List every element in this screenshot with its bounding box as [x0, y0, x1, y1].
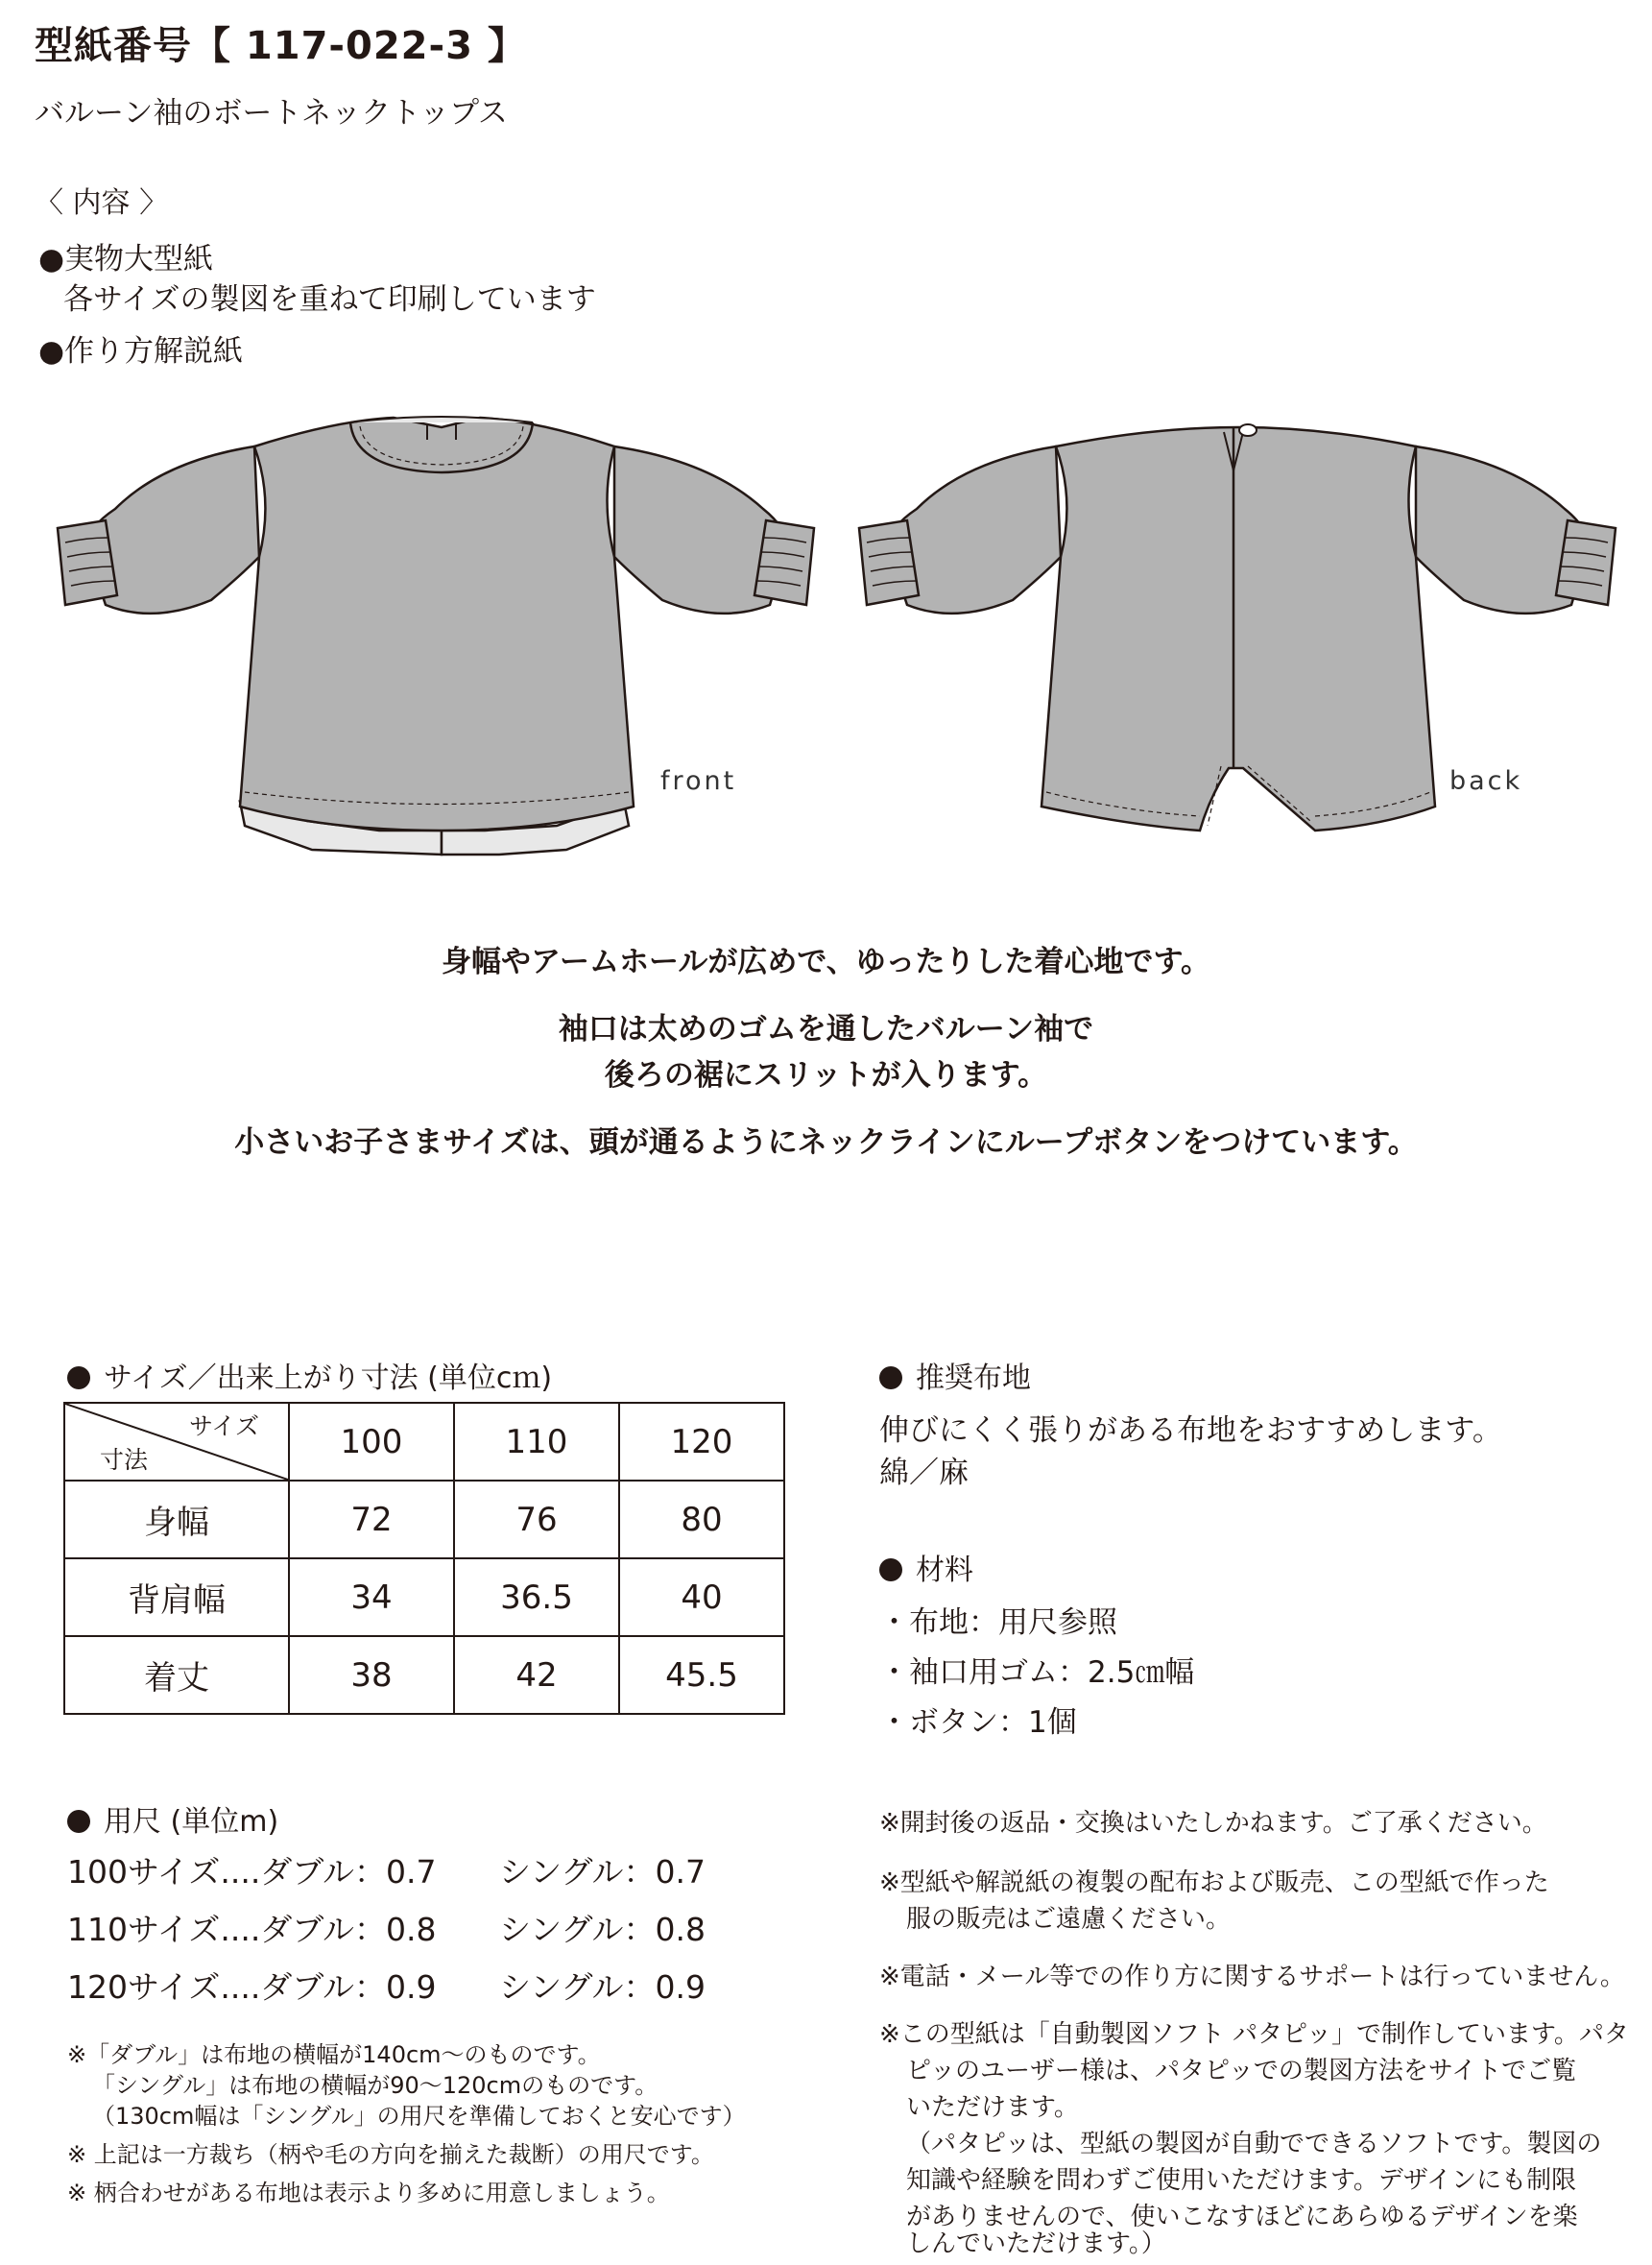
contents-item-pattern-detail: 各サイズの製図を重ねて印刷しています [63, 282, 596, 317]
table-cell: 34 [289, 1558, 454, 1636]
fabric-note: ※ 上記は一方裁ち（柄や毛の方向を揃えた裁断）の用尺です。 [67, 2141, 714, 2168]
fabric-amount-120-single: シングル：0.9 [499, 1968, 706, 2006]
contents-item-instructions: ●作り方解説紙 [38, 334, 244, 369]
table-cell: 80 [619, 1481, 784, 1558]
fabric-amount-100-single: シングル：0.7 [499, 1853, 706, 1891]
recommended-fabric-line: 伸びにくく張りがある布地をおすすめします。 [879, 1413, 1502, 1448]
table-cell: 42 [454, 1636, 619, 1714]
notice-software: 知識や経験を問わずご使用いただけます。デザインにも制限 [906, 2166, 1577, 2195]
materials-heading: 材料 [879, 1546, 973, 1588]
row-label: 着丈 [64, 1636, 289, 1714]
notice-support: ※電話・メール等での作り方に関するサポートは行っていません。 [879, 1963, 1625, 1991]
notice-software: がありませんので、使いこなすほどにあらゆるデザインを楽 [906, 2203, 1578, 2231]
notice-returns: ※開封後の返品・交換はいたしかねます。ご了承ください。 [879, 1809, 1547, 1838]
notice-software: ※この型紙は「自動製図ソフト パタピッ」で制作しています。パタ [879, 2020, 1629, 2049]
bullet-dot-icon [67, 1810, 90, 1833]
table-row [64, 1558, 784, 1636]
fabric-note: ※ 柄合わせがある布地は表示より多めに用意しましょう。 [67, 2180, 670, 2206]
size-table-corner-cell [64, 1403, 289, 1481]
description-line-3: 後ろの裾にスリットが入ります。 [604, 1058, 1048, 1093]
column-header: 100 [289, 1403, 454, 1481]
notice-software: しんでいただけます。） [906, 2229, 1166, 2258]
notice-copy: 服の販売はご遠慮ください。 [906, 1905, 1232, 1934]
back-label: back [1449, 766, 1523, 796]
description-line-2: 袖口は太めのゴムを通したバルーン袖で [558, 1012, 1094, 1047]
product-name: バルーン袖のボートネックトップス [35, 96, 508, 131]
material-item: ・布地：用尺参照 [879, 1605, 1117, 1640]
contents-heading: 〈 内容 〉 [35, 186, 169, 220]
notice-software: いただけます。 [906, 2093, 1079, 2122]
table-row [64, 1636, 784, 1714]
table-cell: 40 [619, 1558, 784, 1636]
description-line-1: 身幅やアームホールが広めで、ゆったりした着心地です。 [441, 945, 1211, 979]
contents-item-pattern: ●実物大型紙 [38, 242, 214, 277]
table-cell: 72 [289, 1481, 454, 1558]
fabric-note: （130cm幅は「シングル」の用尺を準備しておくと安心です） [92, 2103, 746, 2130]
fabric-amount-110: 110サイズ....ダブル：0.8 [67, 1911, 437, 1948]
table-cell: 36.5 [454, 1558, 619, 1636]
fabric-note: ※「ダブル」は布地の横幅が140cm〜のものです。 [67, 2041, 601, 2068]
size-table-heading: サイズ／出来上がり寸法 (単位cｍ) [67, 1354, 552, 1396]
fabric-amount-heading: 用尺 (単位m) [67, 1797, 278, 1840]
table-cell: 76 [454, 1481, 619, 1558]
description-line-4: 小さいお子さまサイズは、頭が通るようにネックラインにループボタンをつけています。 [234, 1125, 1418, 1160]
table-cell: 38 [289, 1636, 454, 1714]
notice-software: （パタピッは、型紙の製図が自動でできるソフトです。製図の [906, 2130, 1602, 2158]
bullet-dot-icon [879, 1558, 902, 1581]
notice-copy: ※型紙や解説紙の複製の配布および販売、この型紙で作った [879, 1868, 1549, 1897]
fabric-amount-120: 120サイズ....ダブル：0.9 [67, 1968, 437, 2006]
material-item: ・ボタン：1個 [879, 1705, 1077, 1740]
table-cell: 45.5 [619, 1636, 784, 1714]
bullet-dot-icon [67, 1366, 90, 1389]
table-row [64, 1481, 784, 1558]
front-label: front [660, 766, 737, 796]
row-label: 背肩幅 [64, 1558, 289, 1636]
fabric-amount-110-single: シングル：0.8 [499, 1911, 706, 1948]
recommended-fabric-line: 綿／麻 [879, 1456, 969, 1490]
fabric-note: 「シングル」は布地の横幅が90〜120cmのものです。 [92, 2072, 658, 2099]
pattern-number-title: 型紙番号【 117-022-3 】 [35, 24, 527, 68]
size-table [63, 1402, 785, 1715]
notice-software: ピッのユーザー様は、パタピッでの製図方法をサイトでご覧 [906, 2057, 1577, 2085]
fabric-amount-100: 100サイズ....ダブル：0.7 [67, 1853, 437, 1891]
table-header-row [64, 1403, 784, 1481]
row-label: 身幅 [64, 1481, 289, 1558]
bullet-dot-icon [879, 1366, 902, 1389]
column-header: 120 [619, 1403, 784, 1481]
column-header: 110 [454, 1403, 619, 1481]
material-item: ・袖口用ゴム：2.5㎝幅 [879, 1655, 1195, 1690]
corner-label-measure: 寸法 [100, 1446, 149, 1474]
recommended-fabric-heading: 推奨布地 [879, 1354, 1031, 1396]
corner-label-size: サイズ [188, 1412, 259, 1440]
